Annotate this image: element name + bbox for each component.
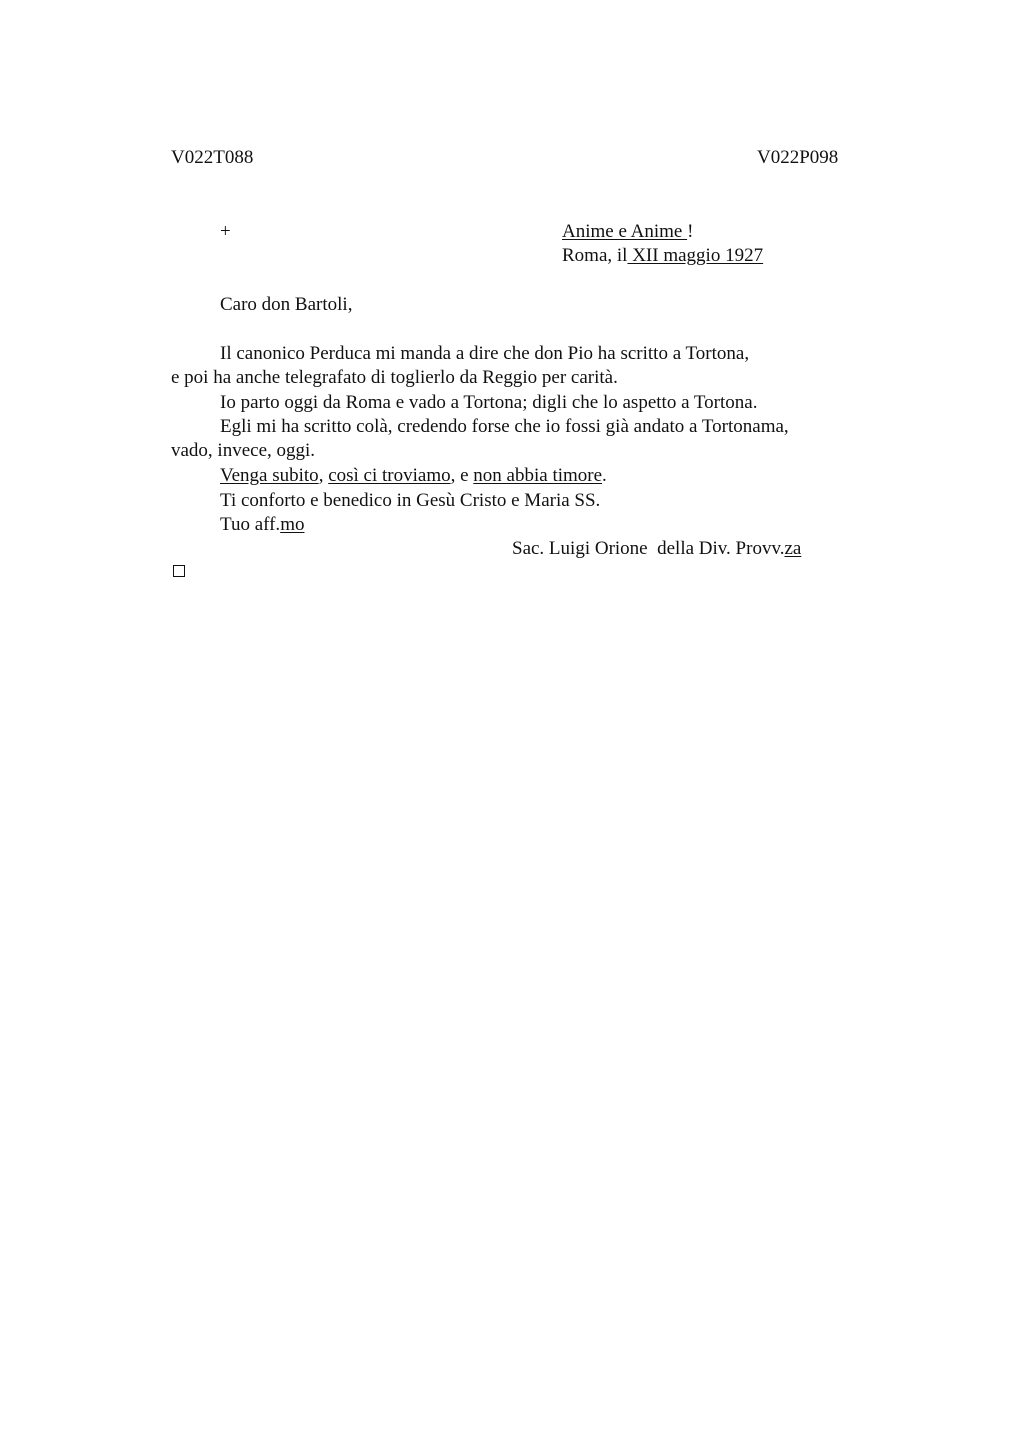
signature-abbrev: za (784, 538, 802, 559)
closing-prefix: Tuo aff. (220, 514, 281, 535)
paragraph-3-line-2: vado, invece, oggi. (171, 440, 316, 461)
end-box-icon (173, 565, 185, 577)
signature (512, 537, 801, 561)
paragraph-3-line-1: Egli mi ha scritto colà, credendo forse che io fossi già andato a Tortonama, (220, 416, 789, 437)
paragraph-2: Io parto oggi da Roma e vado a Tortona; digli che lo aspetto a Tortona. (220, 392, 758, 413)
document-code-left: V022T088 (171, 147, 254, 168)
paragraph-4 (220, 464, 607, 488)
phrase-non-abbia-timore: non abbia timore (473, 465, 603, 486)
paragraph-5: Ti conforto e benedico in Gesù Cristo e Maria SS. (220, 490, 601, 511)
phrase-cosi-ci-troviamo: così ci troviamo (328, 465, 451, 486)
place-date (562, 244, 763, 268)
salutation: Caro don Bartoli, (220, 294, 353, 315)
document-code-right: V022P098 (757, 147, 839, 168)
motto-text: Anime e Anime (562, 221, 688, 242)
place-prefix: Roma, il (562, 245, 628, 266)
closing-abbrev: mo (280, 514, 305, 535)
paragraph-4-end: . (602, 465, 607, 486)
signature-text: Sac. Luigi Orione della Div. Provv. (512, 538, 785, 559)
paragraph-1-line-1: Il canonico Perduca mi manda a dire che don Pio ha scritto a Tortona, (220, 343, 750, 364)
letter-date: XII maggio 1927 (627, 245, 764, 266)
closing (220, 513, 304, 537)
cross-symbol: + (220, 221, 231, 242)
paragraph-1-line-2: e poi ha anche telegrafato di toglierlo da Reggio per carità. (171, 367, 618, 388)
motto (562, 220, 693, 244)
motto-exclamation: ! (687, 221, 694, 242)
phrase-venga-subito: Venga subito (220, 465, 319, 486)
separator-1: , (318, 465, 329, 486)
separator-2: , e (450, 465, 474, 486)
